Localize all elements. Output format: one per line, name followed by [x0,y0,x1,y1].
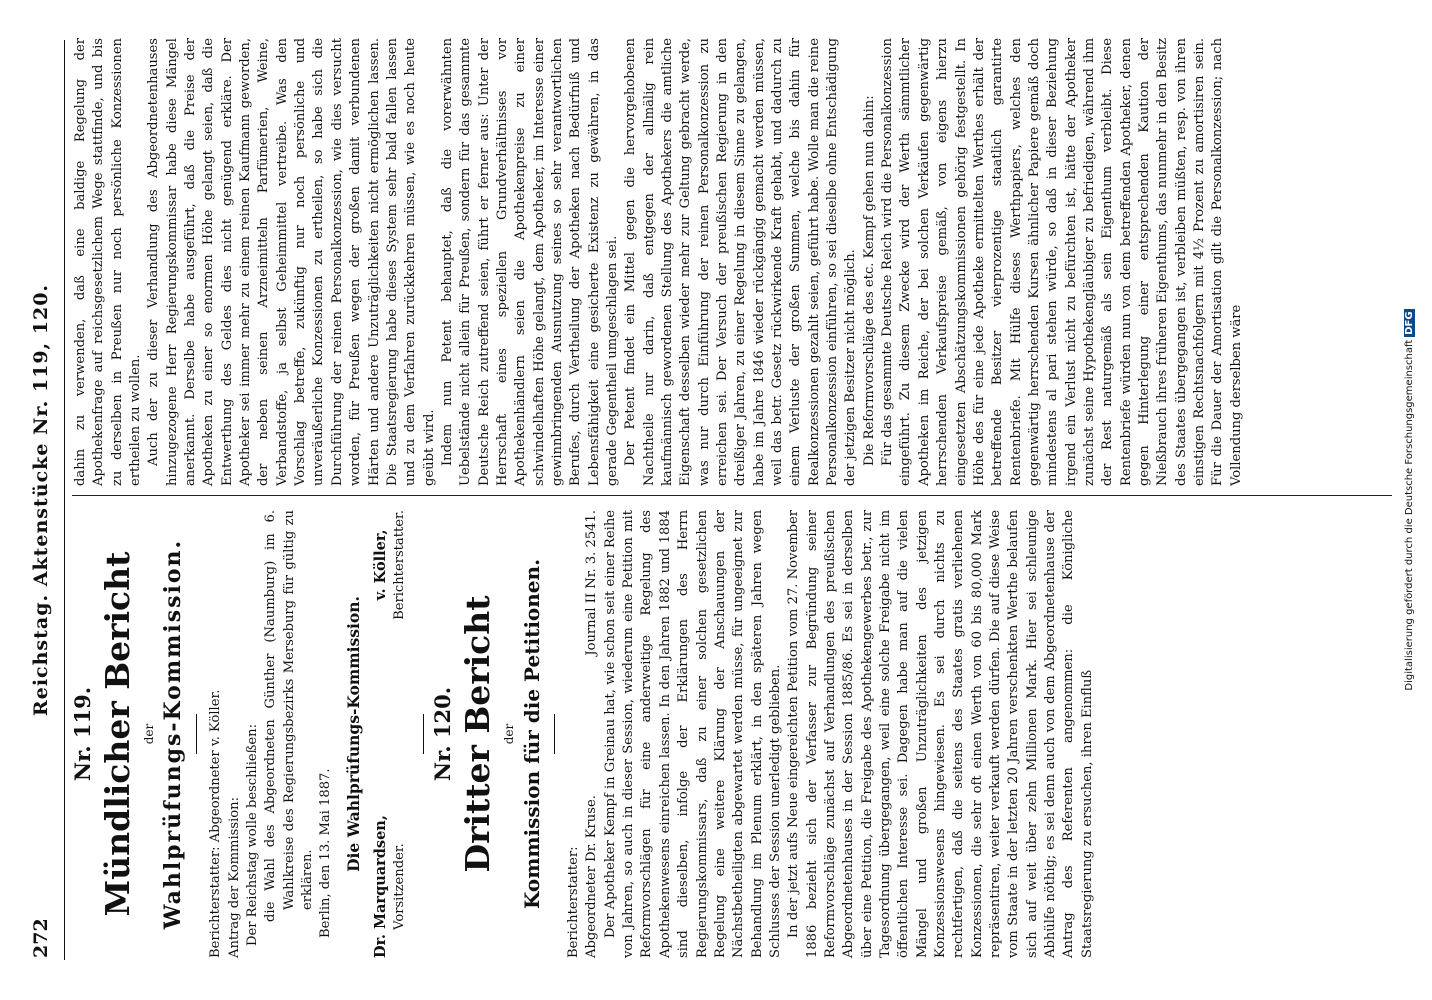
doc120-title: Dritter Bericht [458,595,498,873]
running-head-text: Reichstag. Aktenstücke Nr. 119, 120. [30,283,52,717]
short-rule [554,714,555,754]
doc120-paragraph-8: Für das gesammte Deutsche Reich wird die Personalkonzession eingeführt. Zu diesem Zwecke wird der Werth sämmtlicher Apotheken im Reiche, der bei solchen Verkäufen gegenwärtig herrschenden Verkaufspreise gemäß, von eigens hierzu eingesetzten Abschätzungskommissionen gehörig festgestellt. In Höhe des für eine jede Apotheke ermittelten Werthes erhält der betreffende Besitzer vierprozentige staatlich garantirte Rentenbriefe. Mit Hülfe dieses Werthpapiers, welches den gegenwärtig herrschenden Kursen ähnlicher Papiere gemäß doch mindestens al pari stehen würde, so daß in dieser Beziehung irgend ein Verlust nicht zu befürchten ist, hätte der Apotheker zunächst seine Hypothekengläubiger zu befriedigen, während ihm der Rest naturgemäß als sein Eigenthum verbleibt. Diese Rentenbriefe würden nun von dem betreffenden Apotheker, denen gegen Hinterlegung einer entsprechenden Kaution der Nießbrauch ihres früheren Eigenthums, das nunmehr in den Besitz des Staates übergegangen ist, verbleiben müßten, resp. von ihren einstigen Rechtsnachfolgern mit 4½ Prozent zu amortisiren sein. Für die Dauer der Amortisation gilt die Personalkonzession; nach Vollendung derselben wäre [880,37,1244,486]
dfg-logo: DFG [1404,311,1415,335]
doc120-der: der [502,723,517,745]
digitization-footer [1404,0,1415,1000]
signature-right [372,510,409,620]
doc120-paragraph-4: Auch der zu dieser Verhandlung des Abgeordnetenhauses hinzugezogene Herr Regierungskommissar habe diese Mängel anerkannt. Derselbe habe ausgeführt, daß die Preise der Apotheken zu einer so enormen Höhe gelangt seien, daß die Entwerthung des Geldes dies nicht genügend erkläre. Der Apotheker sei immer mehr zu einem reinen Kaufmann geworden, der neben seinen Arzneimitteln Parfümerien, Weine, Verbandstoffe, ja selbst Geheimmittel vertreibe. Was den Vorschlag betreffe, zukünftig nur noch persönliche und unveräußerliche Konzessionen zu ertheilen, so habe sich die Durchführung der reinen Personalkonzession, wie dies versucht worden, für Preußen wegen der großen damit verbundenen Härten und andere Unzuträglichkeiten nicht ermöglichen lassen. Die Staatsregierung habe dieses System sehr bald fallen lassen und zu dem Verfahren zurückkehren müssen, wie es noch heute geübt wird. [146,38,437,486]
footer-text: Digitalisierung gefördert durch die Deutsche Forschungsgemeinschaft [1404,339,1415,691]
doc119-der: der [142,723,157,745]
doc120-paragraph-6: Der Petent findet ein Mittel gegen die hervorgehobenen Nachtheile nur darin, daß entgegen der allmälig rein kaufmännisch gewordenen Stellung des Apothekers die amtliche Eigenschaft desselben wieder mehr zur Geltung gebracht werde, was nur durch Einführung der reinen Personalkonzession zu erreichen sei. Der Versuch der preußischen Regierung in den dreißiger Jahren, zu einer Regelung in diesem Sinne zu gelangen, habe im Jahre 1846 wieder rückgängig gemacht werden müssen, weil das betr. Gesetz rückwirkende Kraft gehabt, und dadurch zu einem Verluste der großen Summen, welche bis dahin für Realkonzessionen gezahlt seien, geführt habe. Wolle man die reine Personalkonzession einführen, so sei dieselbe ohne Entschädigung der jetzigen Besitzer nicht möglich. [623,38,859,486]
doc120-reporter-label: Berichterstatter: [566,846,582,958]
doc120-paragraph-2: In der jetzt aufs Neue eingereichten Petition vom 27. November 1886 bezieht sich der Verfasser zur Begründung seiner Reformvorschläge zunächst auf Verhandlungen des preußischen Abgeordnetenhauses in der Session 1885/86. Es sei in derselben über eine Petition, die Freigabe des Apothekengewerbes betr., zur Tagesordnung übergegangen, weil eine solche Freigabe nicht im öffentlichen Interesse sei. Dagegen habe man auf die vielen Mängel und großen Unzuträglichkeiten des jetzigen Konzessionswesens hingewiesen. Es sei durch nichts zu rechtfertigen, daß die seitens des Staates gratis verliehenen Konzessionen, die sehr oft einen Werth von 60 bis 80,000 Mark repräsentiren, weiter verkauft werden dürfen. Die auf diese Weise vom Staate in der letzten 20 Jahren verschenkten Werthe belaufen sich auf weit über zehn Millionen Mark. Hier sei schleunige Abhülfe nöthig; es sei denn auch von dem Abgeordnetenhause der Antrag des Referenten angenommen: die Königliche Staatsregierung zu ersuchen, ihren Einfluß [786,510,1095,958]
doc120-paragraph-1: Der Apotheker Kempf in Greinau hat, wie schon seit einer Reihe von Jahren, so auch in dieser Session, wiederum eine Petition mit Reformvorschlägen für eine anderweitige Regelung des Apothekenwesens einreichen lassen. In den Jahren 1882 und 1884 sind dieselben, infolge der Erklärungen des Herrn Regierungskommissars, daß zu einer solchen gesetzlichen Regelung eine weitere Klärung der Anschauungen der Nächstbetheiligten abgewartet werden müsse, für ungeeignet zur Behandlung im Plenum erklärt, in den späteren Jahren wegen Schlusses der Session unerledigt geblieben. [602,510,783,958]
doc120-journal: Journal II Nr. 3. 2541. [584,510,600,656]
doc119-antrag-2: die Wahl des Abgeordneten Günther (Naumburg) im 6. Wahlkreise des Regierungsbezirks Merseburg für gültig zu erklären. [263,510,316,922]
sig-right-name: v. Köller, [371,529,389,601]
doc120-reporter-block [565,510,602,958]
doc119-signing-body: Die Wahlprüfungs-Kommission. [343,596,363,872]
short-rule [196,714,197,754]
header-rule [64,40,65,960]
doc119-title: Mündlicher Bericht [98,551,138,917]
doc119-antrag-1: Der Reichstag wolle beschließen: [245,723,261,946]
sig-left-role: Vorsitzender. [391,843,407,930]
doc120-commission: Kommission für die Petitionen. [520,558,545,910]
doc119-commission: Wahlprüfungs-Kommission. [160,538,187,930]
doc119-number: Nr. 119. [70,686,95,782]
doc119-place-date: Berlin, den 13. Mai 1887. [318,768,334,938]
doc120-reporter-name: Abgeordneter Dr. Kruse. [584,795,600,958]
sig-left-name: Dr. Marquardsen, [371,815,389,958]
signature-left [372,815,409,958]
short-rule [423,714,424,754]
doc120-paragraph-3: dahin zu verwenden, daß eine baldige Regelung der Apothekenfrage auf reichsgesetzlichem Wege stattfinde, und bis zu derselben in Preußen nur noch persönliche Konzessionen ertheilen zu wollen. [73,38,144,486]
doc120-paragraph-7: Die Reformvorschläge des etc. Kempf gehen nun dahin: [861,95,877,466]
column-divider [72,495,1392,496]
doc120-reporter [565,795,602,958]
doc120-paragraph-5: Indem nun Petent behauptet, daß die vorerwähnten Uebelstände nicht allein für Preußen, sondern für das gesammte Deutsche Reich zutreffend seien, führt er ferner aus: Unter der Herrschaft eines speziellen Grundverhältnisses vor Apothekenhändlern seien die Apothekenpreise zu einer schwindelhaften Höhe gelangt, dem Apotheker, im Interesse einer gewinnbringenden Ausnutzung seines so sehr verantwortlichen Berufes, durch Vertheilung der Apotheken nach Bedürfniß und Lebensfähigkeit eine gesicherte Existenz zu gewähren, in das gerade Gegentheil umgeschlagen sei. [439,38,620,486]
doc119-antrag-head: Antrag der Kommission: [226,797,242,958]
sig-right-role: Berichterstatter. [391,510,407,620]
doc119-signatures [372,510,409,958]
doc119-reporter: Berichterstatter: Abgeordneter v. Köller. [208,689,224,958]
page-number: 272 [30,918,52,958]
right-column [72,38,1246,486]
doc120-number: Nr. 120. [429,686,455,782]
left-column [72,510,1097,958]
running-head [30,0,52,1000]
